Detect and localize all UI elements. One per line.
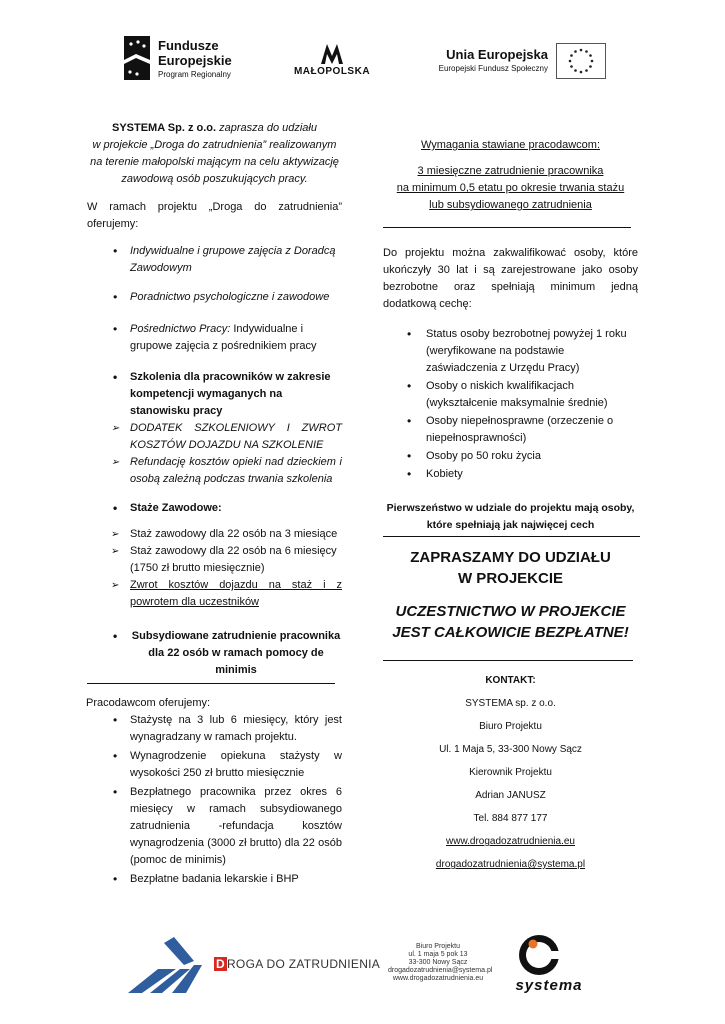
malopolska-logo (292, 42, 372, 86)
divider (87, 683, 335, 684)
offer-intro: W ramach projektu „Droga do zatrudnienia” oferujemy: (87, 201, 342, 230)
list-item: • Stażystę na 3 lub 6 miesięcy, który jest wynagradzany w ramach projektu. (87, 712, 342, 746)
requirement-line1: 3 miesięczne zatrudnienie pracownika (417, 165, 604, 177)
road-icon (128, 935, 218, 995)
footer-line: drogadozatrudnienia@systema.pl (388, 967, 493, 974)
contact-company: SYSTEMA sp. z o.o. (465, 698, 556, 709)
employers-title: Pracodawcom oferujemy: (86, 697, 211, 709)
qualification-paragraph: Do projektu można zakwalifikować osoby, które ukończyły 30 lat i są zarejestrowane jako osoby bezrobotne oraz spełniają minimum jedną dodatkową cechę: (383, 247, 638, 310)
footer-office-info (388, 943, 493, 983)
list-item-emphasis: Pośrednictwo Pracy: (130, 323, 231, 335)
list-item: • Kobiety (383, 466, 638, 483)
dz-initial: D (216, 957, 225, 971)
priority-note: Pierwszeństwo w udziale do projektu mają osoby, które spełniają jak najwięcej cech (386, 502, 635, 531)
requirements-title: Wymagania stawiane pracodawcom: (420, 139, 601, 151)
contact-address: Ul. 1 Maja 5, 33-300 Nowy Sącz (439, 744, 582, 755)
right-column (383, 137, 638, 876)
left-column (87, 120, 342, 890)
fe-title-line1: Fundusze (158, 38, 219, 53)
list-item: • Szkolenia dla pracowników w zakresie kompetencji wymaganych na stanowisku pracy (87, 369, 342, 420)
invite-line2: W PROJEKCIE (457, 570, 563, 587)
criteria-list (383, 326, 638, 483)
malopolska-mark-icon (319, 42, 345, 66)
intro-paragraph (87, 120, 342, 188)
internship-list (87, 526, 342, 611)
list-item: • Wynagrodzenie opiekuna stażysty w wysokości 250 zł brutto miesięcznie (87, 748, 342, 782)
list-item: ➢ DODATEK SZKOLENIOWY I ZWROT KOSZTÓW DOJAZDU NA SZKOLENIE (87, 420, 342, 454)
employers-list (87, 712, 342, 888)
malopolska-label: MAŁOPOLSKA (293, 66, 371, 77)
divider (383, 227, 631, 228)
droga-do-zatrudnienia-logo (128, 935, 381, 995)
eu-flag-icon (556, 43, 606, 79)
footer-line: ul. 1 maja 5 pok 13 (408, 951, 468, 958)
footer-line: www.drogadozatrudnienia.eu (392, 975, 484, 982)
divider (383, 536, 640, 537)
list-item: • Subsydiowane zatrudnienie pracownika dla 22 osób w ramach pomocy de minimis (87, 628, 342, 679)
list-item: • Bezpłatnego pracownika przez okres 6 miesięcy w ramach subsydiowanego zatrudnienia -refundacja kosztów wynagrodzenia (3000 zł brutto) dla 22 osób (pomoc de minimis) (87, 784, 342, 869)
list-item: • Osoby niepełnosprawne (orzeczenie o niepełnosprawności) (383, 413, 638, 447)
list-item-text: Indywidualne i grupowe zajęcia z pośrednikiem pracy (130, 323, 317, 352)
free-line2: JEST CAŁKOWICIE BEZPŁATNE! (392, 624, 629, 641)
list-item: • Indywidualne i grupowe zajęcia z Doradcą Zawodowym (87, 243, 342, 277)
list-item: • Osoby o niskich kwalifikacjach (wykształcenie maksymalnie średnie) (383, 378, 638, 412)
divider (383, 660, 633, 661)
intro-line3: na terenie małopolski mającym na celu aktywizację (90, 156, 339, 168)
footer-line: Biuro Projektu (416, 943, 460, 950)
systema-mark-icon (497, 933, 602, 979)
list-item: • Poradnictwo psychologiczne i zawodowe (87, 289, 342, 306)
contact-office: Biuro Projektu (479, 721, 542, 732)
list-item: ➢ Refundację kosztów opieki nad dzieckiem i osobą zależną podczas trwania szkolenia (87, 454, 342, 488)
free-line1: UCZESTNICTWO W PROJEKCIE (395, 603, 626, 620)
requirement-line2: na minimum 0,5 etatu po okresie trwania stażu (396, 182, 625, 194)
systema-label: systema (515, 977, 583, 994)
contact-phone: Tel. 884 877 177 (473, 813, 548, 824)
company-name: SYSTEMA Sp. z o.o. (111, 122, 217, 134)
list-item: ➢ Staż zawodowy dla 22 osób na 6 miesięcy (1750 zł brutto miesięcznie) (87, 543, 342, 577)
list-item: ➢ Zwrot kosztów dojazdu na staż i z powrotem dla uczestników (87, 577, 342, 611)
list-item: • Bezpłatne badania lekarskie i BHP (87, 871, 342, 888)
fe-title-line2: Europejskie (158, 53, 232, 68)
dz-name: ROGA DO ZATRUDNIENIA (226, 957, 381, 971)
contact-block (383, 669, 638, 876)
fundusze-europejskie-logo (122, 34, 262, 84)
contact-website-link[interactable]: www.drogadozatrudnienia.eu (446, 836, 575, 847)
list-item: • Status osoby bezrobotnej powyżej 1 roku (weryfikowane na podstawie zaświadczenia z Urzędu Pracy) (383, 326, 638, 377)
invite-line1: ZAPRASZAMY DO UDZIAŁU (410, 549, 611, 566)
contact-role: Kierownik Projektu (469, 767, 552, 778)
eu-logo-text (428, 47, 548, 73)
dz-wordmark (214, 957, 380, 971)
requirement-line3: lub subsydiowanego zatrudnienia (429, 199, 592, 211)
eu-title: Unia Europejska (446, 47, 548, 62)
subsidy-list (87, 628, 342, 679)
list-item: ➢ Staż zawodowy dla 22 osób na 3 miesiące (87, 526, 342, 543)
eu-subtitle: Europejski Fundusz Społeczny (438, 64, 548, 73)
intro-line2: w projekcie „Droga do zatrudnienia” realizowanym (92, 139, 337, 151)
list-item: • Osoby po 50 roku życia (383, 448, 638, 465)
systema-logo (497, 933, 602, 995)
contact-title: KONTAKT: (485, 675, 536, 686)
contact-name: Adrian JANUSZ (475, 790, 546, 801)
contact-email-link[interactable]: drogadozatrudnienia@systema.pl (435, 859, 586, 870)
intro-line4: zawodową osób poszukujących pracy. (121, 173, 308, 185)
intro-line1: zaprasza do udziału (216, 122, 317, 134)
fundusze-europejskie-mark-icon (122, 34, 152, 82)
list-item (87, 321, 342, 355)
footer-line: 33-300 Nowy Sącz (408, 959, 468, 966)
training-extras-list (87, 420, 342, 488)
fe-subtitle: Program Regionalny (158, 70, 231, 79)
list-item: • Staże Zawodowe: (87, 500, 342, 517)
internship-header (87, 500, 342, 517)
offer-list (87, 243, 342, 420)
